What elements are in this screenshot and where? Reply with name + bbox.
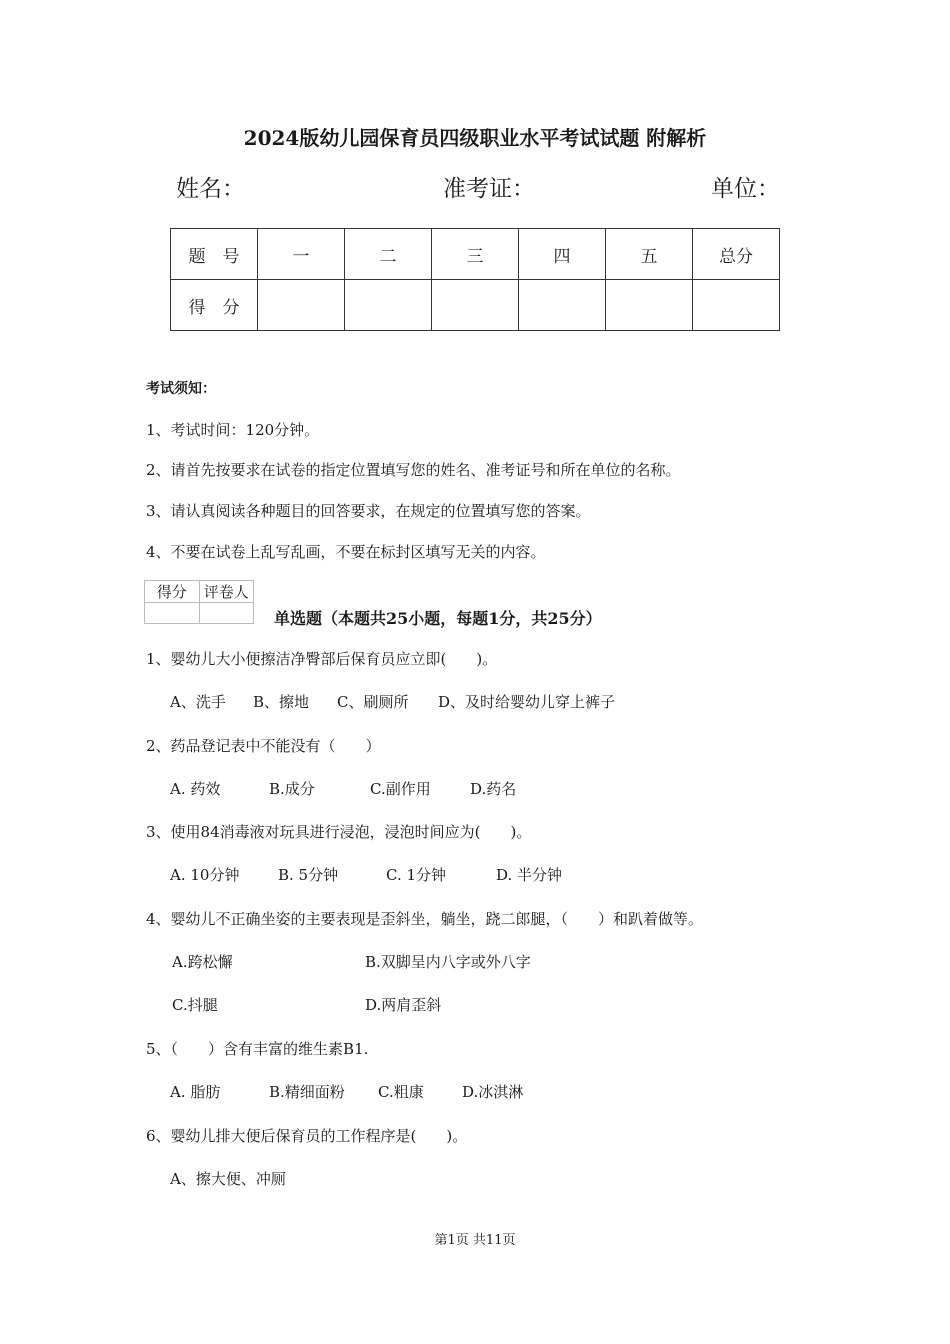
q5-option-a: A. 脂肪 xyxy=(170,1083,221,1101)
q1-option-a: A、洗手 xyxy=(170,693,226,711)
header-cell-5: 五 xyxy=(606,229,693,280)
q2-option-d: D.药名 xyxy=(470,780,517,798)
grader-name-label: 评卷人 xyxy=(199,581,254,603)
header-cell-2: 二 xyxy=(345,229,432,280)
score-cell-1 xyxy=(258,280,345,331)
question-6: 6、婴幼儿排大便后保育员的工作程序是( )。 xyxy=(146,1127,468,1145)
q2-option-b: B.成分 xyxy=(269,780,315,798)
q4-option-d: D.两肩歪斜 xyxy=(365,996,442,1014)
q4-option-a: A.跨松懈 xyxy=(172,953,233,971)
question-1: 1、婴幼儿大小便擦洁净臀部后保育员应立即( )。 xyxy=(146,650,498,668)
question-5: 5、（ ）含有丰富的维生素B1. xyxy=(146,1040,369,1058)
score-cell-total xyxy=(693,280,780,331)
notice-item: 1、考试时间：120分钟。 xyxy=(146,421,320,439)
page-footer: 第1页 共11页 xyxy=(434,1233,516,1248)
unit-label: 单位： xyxy=(711,176,780,202)
score-cell-5 xyxy=(606,280,693,331)
header-cell-total: 总分 xyxy=(693,229,780,280)
q4-option-c: C.抖腿 xyxy=(172,996,218,1014)
score-table xyxy=(170,228,780,331)
q5-option-b: B.精细面粉 xyxy=(269,1083,345,1101)
q4-option-b: B.双脚呈内八字或外八字 xyxy=(365,953,531,971)
q2-option-a: A. 药效 xyxy=(170,780,221,798)
grader-name-cell xyxy=(199,603,254,624)
q1-option-c: C、刷厕所 xyxy=(337,693,409,711)
score-cell-2 xyxy=(345,280,432,331)
name-label: 姓名： xyxy=(176,176,245,202)
q6-option-a: A、擦大便、冲厕 xyxy=(170,1170,286,1188)
grader-score-cell xyxy=(145,603,200,624)
score-cell-3 xyxy=(432,280,519,331)
q3-option-d: D. 半分钟 xyxy=(496,866,563,884)
question-2: 2、药品登记表中不能没有（ ） xyxy=(146,737,381,755)
score-row-label: 得 分 xyxy=(171,280,258,331)
score-table-score-row xyxy=(171,280,780,331)
q3-option-c: C. 1分钟 xyxy=(386,866,447,884)
section-title: 单选题（本题共25小题，每题1分，共25分） xyxy=(274,609,602,628)
notice-heading: 考试须知： xyxy=(146,381,216,397)
q1-option-d: D、及时给婴幼儿穿上裤子 xyxy=(438,693,616,711)
exam-id-label: 准考证： xyxy=(443,176,535,202)
q5-option-d: D.冰淇淋 xyxy=(462,1083,524,1101)
grader-box xyxy=(144,580,254,624)
header-cell-3: 三 xyxy=(432,229,519,280)
q5-option-c: C.粗康 xyxy=(378,1083,424,1101)
grader-score-label: 得分 xyxy=(145,581,200,603)
q2-option-c: C.副作用 xyxy=(370,780,431,798)
notice-item: 3、请认真阅读各种题目的回答要求，在规定的位置填写您的答案。 xyxy=(146,502,591,520)
question-3: 3、使用84消毒液对玩具进行浸泡，浸泡时间应为( )。 xyxy=(146,823,532,841)
q3-option-b: B. 5分钟 xyxy=(278,866,339,884)
notice-item: 2、请首先按要求在试卷的指定位置填写您的姓名、准考证号和所在单位的名称。 xyxy=(146,461,681,479)
question-4: 4、婴幼儿不正确坐姿的主要表现是歪斜坐，躺坐，跷二郎腿，（ ）和趴着做等。 xyxy=(146,910,704,928)
q1-option-b: B、擦地 xyxy=(253,693,310,711)
score-table-header-row xyxy=(171,229,780,280)
header-cell-4: 四 xyxy=(519,229,606,280)
q3-option-a: A. 10分钟 xyxy=(170,866,240,884)
header-cell-1: 一 xyxy=(258,229,345,280)
header-cell-question-no: 题 号 xyxy=(171,229,258,280)
score-cell-4 xyxy=(519,280,606,331)
notice-item: 4、不要在试卷上乱写乱画，不要在标封区填写无关的内容。 xyxy=(146,543,546,561)
page-title: 2024版幼儿园保育员四级职业水平考试试题 附解析 xyxy=(243,126,707,150)
